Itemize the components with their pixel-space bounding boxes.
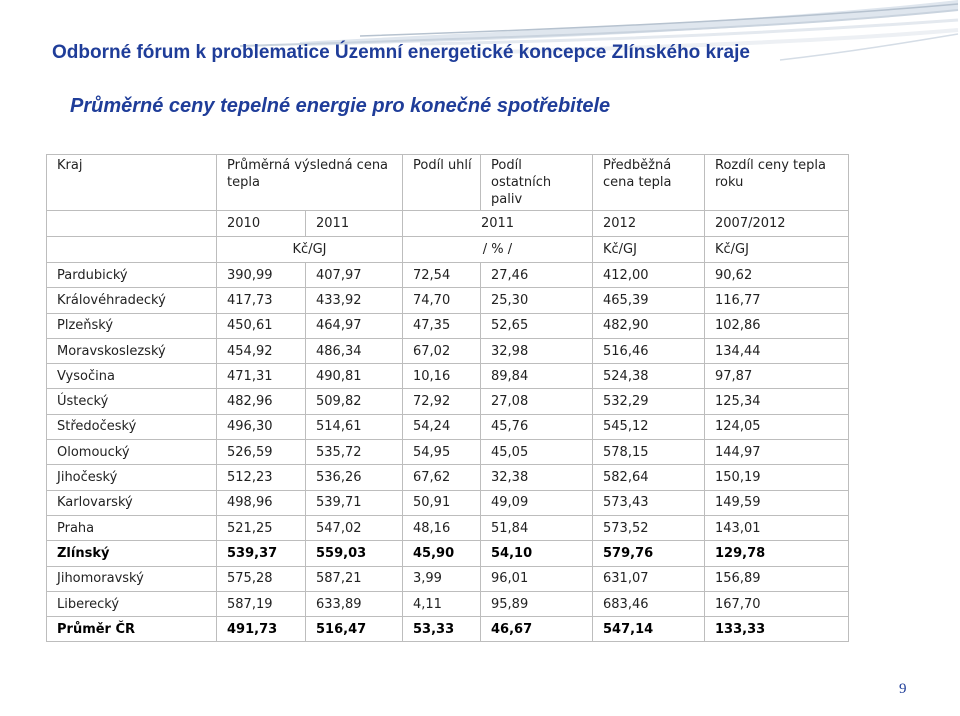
cell-price-2012: 532,29: [593, 389, 705, 414]
table-row: [47, 389, 849, 414]
cell-price-2011: 509,82: [306, 389, 403, 414]
cell-price-diff: 90,62: [705, 263, 849, 288]
cell-price-diff: 124,05: [705, 414, 849, 439]
cell-price-2012: 482,90: [593, 313, 705, 338]
cell-kraj: Karlovarský: [47, 490, 217, 515]
cell-price-2012: 573,43: [593, 490, 705, 515]
header-avg-price: Průměrná výsledná cena tepla: [217, 155, 403, 211]
cell-coal-share: 72,92: [403, 389, 481, 414]
cell-price-diff: 149,59: [705, 490, 849, 515]
cell-price-2010: 491,73: [217, 617, 306, 642]
cell-price-diff: 129,78: [705, 541, 849, 566]
cell-other-share: 27,08: [481, 389, 593, 414]
table-row: [47, 541, 849, 566]
cell-price-2010: 575,28: [217, 566, 306, 591]
cell-price-diff: 97,87: [705, 364, 849, 389]
cell-price-2010: 450,61: [217, 313, 306, 338]
cell-other-share: 27,46: [481, 263, 593, 288]
cell-kraj: Praha: [47, 515, 217, 540]
cell-price-2010: 539,37: [217, 541, 306, 566]
cell-kraj: Olomoucký: [47, 440, 217, 465]
cell-kraj: Středočeský: [47, 414, 217, 439]
cell-price-2010: 526,59: [217, 440, 306, 465]
unit-percent: / % /: [403, 237, 593, 263]
cell-price-2011: 514,61: [306, 414, 403, 439]
cell-kraj: Jihomoravský: [47, 566, 217, 591]
cell-price-2012: 516,46: [593, 338, 705, 363]
cell-price-2010: 521,25: [217, 515, 306, 540]
cell-price-2011: 464,97: [306, 313, 403, 338]
cell-other-share: 46,67: [481, 617, 593, 642]
page-header-title: Odborné fórum k problematice Územní energetické koncepce Zlínského kraje: [52, 42, 750, 63]
cell-price-2010: 471,31: [217, 364, 306, 389]
years-empty-cell: [47, 211, 217, 237]
cell-price-2010: 482,96: [217, 389, 306, 414]
cell-price-2012: 578,15: [593, 440, 705, 465]
cell-other-share: 54,10: [481, 541, 593, 566]
heat-price-table: [46, 154, 849, 642]
cell-coal-share: 53,33: [403, 617, 481, 642]
cell-price-2011: 539,71: [306, 490, 403, 515]
cell-coal-share: 74,70: [403, 288, 481, 313]
cell-price-2011: 407,97: [306, 263, 403, 288]
year-2010: 2010: [217, 211, 306, 237]
cell-other-share: 52,65: [481, 313, 593, 338]
cell-kraj: Pardubický: [47, 263, 217, 288]
cell-price-diff: 150,19: [705, 465, 849, 490]
cell-price-2012: 683,46: [593, 591, 705, 616]
cell-price-2011: 536,26: [306, 465, 403, 490]
cell-other-share: 51,84: [481, 515, 593, 540]
cell-price-2011: 490,81: [306, 364, 403, 389]
cell-other-share: 25,30: [481, 288, 593, 313]
cell-price-2010: 587,19: [217, 591, 306, 616]
year-2007-2012: 2007/2012: [705, 211, 849, 237]
year-2011-price: 2011: [306, 211, 403, 237]
cell-price-2010: 512,23: [217, 465, 306, 490]
cell-kraj: Průměr ČR: [47, 617, 217, 642]
cell-other-share: 96,01: [481, 566, 593, 591]
cell-coal-share: 3,99: [403, 566, 481, 591]
cell-price-2012: 545,12: [593, 414, 705, 439]
cell-price-2012: 524,38: [593, 364, 705, 389]
cell-price-2011: 633,89: [306, 591, 403, 616]
cell-coal-share: 54,95: [403, 440, 481, 465]
years-row: [47, 211, 849, 237]
table-row: [47, 591, 849, 616]
cell-coal-share: 67,62: [403, 465, 481, 490]
table-row: [47, 566, 849, 591]
cell-price-2010: 454,92: [217, 338, 306, 363]
table-row: [47, 288, 849, 313]
cell-price-2012: 579,76: [593, 541, 705, 566]
cell-coal-share: 45,90: [403, 541, 481, 566]
cell-coal-share: 67,02: [403, 338, 481, 363]
cell-kraj: Vysočina: [47, 364, 217, 389]
cell-kraj: Ústecký: [47, 389, 217, 414]
header-prelim-price: Předběžná cena tepla: [593, 155, 705, 211]
cell-price-2011: 486,34: [306, 338, 403, 363]
cell-kraj: Jihočeský: [47, 465, 217, 490]
cell-price-2011: 535,72: [306, 440, 403, 465]
cell-other-share: 32,98: [481, 338, 593, 363]
cell-price-diff: 102,86: [705, 313, 849, 338]
table-row: [47, 313, 849, 338]
cell-price-2011: 547,02: [306, 515, 403, 540]
unit-prelim: Kč/GJ: [593, 237, 705, 263]
slide-title: Průměrné ceny tepelné energie pro konečné spotřebitele: [70, 95, 611, 117]
table-row: [47, 414, 849, 439]
cell-coal-share: 4,11: [403, 591, 481, 616]
cell-price-2011: 559,03: [306, 541, 403, 566]
cell-kraj: Liberecký: [47, 591, 217, 616]
cell-price-2011: 433,92: [306, 288, 403, 313]
table-row: [47, 338, 849, 363]
table-row: [47, 515, 849, 540]
cell-kraj: Plzeňský: [47, 313, 217, 338]
header-row: [47, 155, 849, 211]
table-row: [47, 617, 849, 642]
cell-price-2012: 573,52: [593, 515, 705, 540]
header-kraj: Kraj: [47, 155, 217, 211]
cell-price-diff: 125,34: [705, 389, 849, 414]
cell-other-share: 95,89: [481, 591, 593, 616]
table-row: [47, 490, 849, 515]
table-row: [47, 364, 849, 389]
cell-price-2010: 498,96: [217, 490, 306, 515]
cell-price-diff: 144,97: [705, 440, 849, 465]
unit-price: Kč/GJ: [217, 237, 403, 263]
units-row: [47, 237, 849, 263]
cell-coal-share: 47,35: [403, 313, 481, 338]
table-row: [47, 263, 849, 288]
cell-price-diff: 156,89: [705, 566, 849, 591]
cell-price-2012: 631,07: [593, 566, 705, 591]
cell-price-2012: 465,39: [593, 288, 705, 313]
cell-other-share: 32,38: [481, 465, 593, 490]
cell-price-2011: 587,21: [306, 566, 403, 591]
page-number: 9: [899, 681, 907, 697]
cell-coal-share: 54,24: [403, 414, 481, 439]
cell-price-2012: 582,64: [593, 465, 705, 490]
unit-diff: Kč/GJ: [705, 237, 849, 263]
year-2012: 2012: [593, 211, 705, 237]
table-row: [47, 440, 849, 465]
cell-price-diff: 143,01: [705, 515, 849, 540]
cell-kraj: Moravskoslezský: [47, 338, 217, 363]
cell-other-share: 89,84: [481, 364, 593, 389]
cell-price-diff: 133,33: [705, 617, 849, 642]
cell-price-2010: 390,99: [217, 263, 306, 288]
units-empty-cell: [47, 237, 217, 263]
cell-coal-share: 50,91: [403, 490, 481, 515]
cell-price-diff: 134,44: [705, 338, 849, 363]
cell-price-2010: 417,73: [217, 288, 306, 313]
cell-kraj: Královéhradecký: [47, 288, 217, 313]
cell-price-diff: 167,70: [705, 591, 849, 616]
cell-other-share: 45,76: [481, 414, 593, 439]
cell-other-share: 45,05: [481, 440, 593, 465]
cell-coal-share: 72,54: [403, 263, 481, 288]
cell-price-diff: 116,77: [705, 288, 849, 313]
year-2011-share: 2011: [403, 211, 593, 237]
cell-price-2011: 516,47: [306, 617, 403, 642]
cell-coal-share: 10,16: [403, 364, 481, 389]
cell-other-share: 49,09: [481, 490, 593, 515]
cell-price-2012: 412,00: [593, 263, 705, 288]
cell-kraj: Zlínský: [47, 541, 217, 566]
header-coal-share: Podíl uhlí: [403, 155, 481, 211]
table-row: [47, 465, 849, 490]
header-other-share: Podíl ostatních paliv: [481, 155, 593, 211]
cell-price-2010: 496,30: [217, 414, 306, 439]
cell-coal-share: 48,16: [403, 515, 481, 540]
cell-price-2012: 547,14: [593, 617, 705, 642]
header-price-diff: Rozdíl ceny tepla roku: [705, 155, 849, 211]
